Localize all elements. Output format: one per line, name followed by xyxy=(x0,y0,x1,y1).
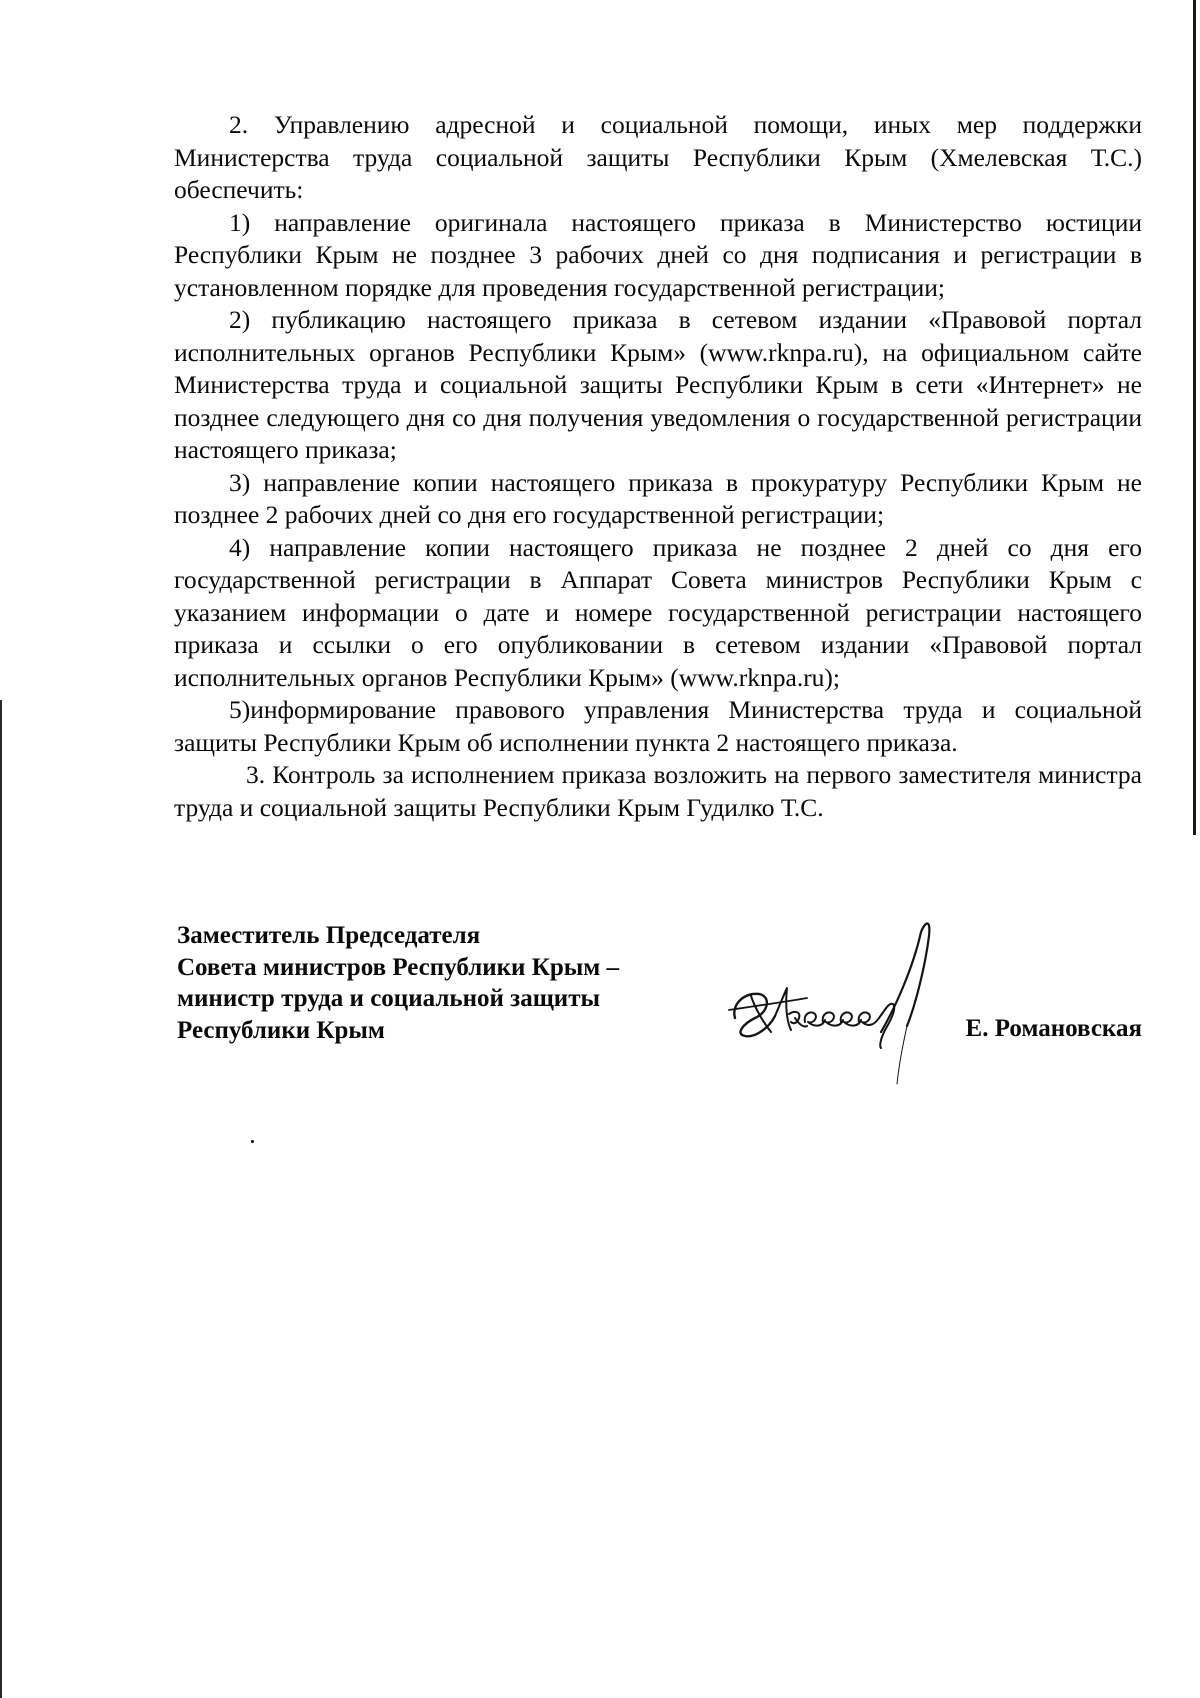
paragraph-subitem-4: 4) направление копии настоящего приказа не позднее 2 дней со дня его государственной регистрации в Аппарат Совета министров Республики Крым с указанием информации о дате и номере государственной регистрации настоящего приказа и ссылки о его опубликовании в сетевом издании «Правовой портал исполнительных органов Республики Крым» (www.rknpa.ru); xyxy=(174,532,1142,692)
signer-position-line: министр труда и социальной защиты xyxy=(177,985,600,1012)
scan-edge-right xyxy=(1193,0,1196,835)
signer-position-line: Заместитель Председателя xyxy=(177,922,481,949)
document-body xyxy=(174,109,1142,824)
scan-edge-left xyxy=(0,700,2,1698)
paragraph-subitem-3: 3) направление копии настоящего приказа в прокуратуру Республики Крым не позднее 2 рабочих дней со дня его государственной регистрации; xyxy=(174,467,1142,529)
paragraph-subitem-2: 2) публикацию настоящего приказа в сетевом издании «Правовой портал исполнительных органов Республики Крым» (www.rknpa.ru), на официальном сайте Министерства труда и социальной защиты Республики Крым в сети «Интернет» не позднее следующего дня со дня получения уведомления о государственной регистрации настоящего приказа; xyxy=(174,305,1142,464)
signature-block xyxy=(177,920,1142,1080)
signer-name: Е. Романовская xyxy=(965,1015,1142,1042)
signer-position xyxy=(177,920,619,1046)
paragraph-item-2: 2. Управлению адресной и социальной помощи, иных мер поддержки Министерства труда социальной защиты Республики Крым (Хмелевская Т.С.) обеспечить: xyxy=(174,110,1142,204)
signer-position-line: Совета министров Республики Крым – xyxy=(177,953,620,981)
signer-position-line: Республики Крым xyxy=(177,1016,385,1044)
paragraph-subitem-5: 5)информирование правового управления Министерства труда и социальной защиты Республики Крым об исполнении пункта 2 настоящего приказа. xyxy=(174,695,1142,757)
paragraph-subitem-1: 1) направление оригинала настоящего приказа в Министерство юстиции Республики Крым не позднее 3 рабочих дней со дня подписания и регистрации в установленном порядке для проведения государственной регистрации; xyxy=(174,207,1142,302)
paragraph-item-3: 3. Контроль за исполнением приказа возложить на первого заместителя министра труда и социальной защиты Республики Крым Гудилко Т.С. xyxy=(174,760,1142,822)
handwritten-signature-icon xyxy=(725,918,955,1088)
scan-dot xyxy=(251,1140,254,1143)
